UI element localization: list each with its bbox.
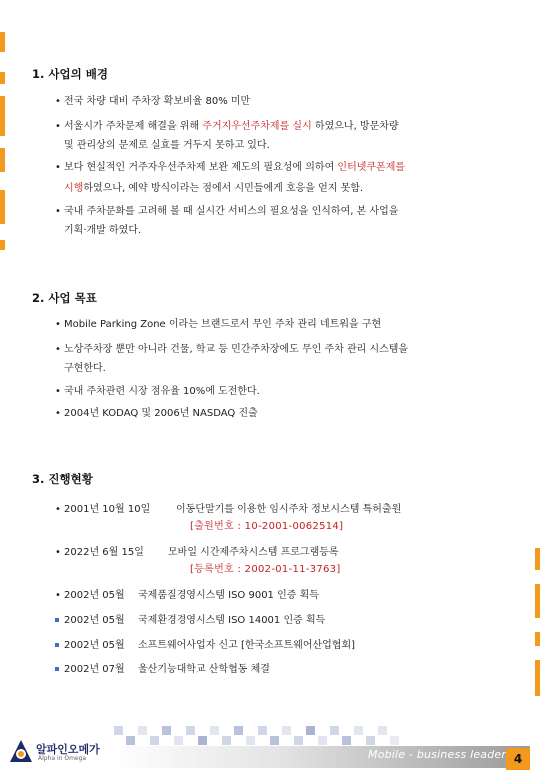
progress-date: 2002년 05월 (64, 640, 125, 651)
progress-desc: 소프트웨어사업자 신고 [한국소프트웨어산업협회] (138, 640, 356, 651)
item-text: 보다 현실적인 거주자우선주차제 보완 제도의 필요성에 의하여 (64, 162, 338, 173)
item-highlight: 시행 (64, 183, 84, 194)
list-item (64, 91, 504, 113)
list-item-continued (64, 178, 504, 200)
progress-date: 2001년 10월 10일 (64, 504, 151, 515)
right-edge-mark (535, 548, 540, 570)
list-item (64, 157, 504, 179)
progress-item (64, 585, 504, 607)
company-logo-icon (8, 738, 34, 764)
section-title-goal: 2. 사업 목표 (32, 291, 97, 305)
progress-desc: 국제환경경영시스템 ISO 14001 인증 획득 (138, 615, 326, 626)
left-edge-mark (0, 148, 5, 172)
registration-number: [등록번호 : 2002-01-11-3763] (190, 564, 341, 575)
list-item: • Mobile Parking Zone 이라는 브랜드로서 무인 주차 관리 네트워을 구현 (64, 314, 504, 336)
progress-date: 2002년 05월 (64, 615, 125, 626)
item-text: 전국 차량 대비 주차장 확보비율 80% 미만 (64, 96, 251, 107)
left-edge-mark (0, 240, 5, 250)
progress-desc: 이동단말기를 이용한 임시주차 정보시스템 특허출원 (176, 504, 402, 515)
right-edge-mark (535, 660, 540, 696)
registration-number: [출원번호 : 10-2001-0062514] (190, 521, 344, 532)
list-item-continued: 기획·개발 하였다. (64, 225, 142, 236)
list-item: • 국내 주차관련 시장 점유율 10%에 도전한다. (64, 381, 504, 403)
progress-desc: 울산기능대학교 산학협동 체결 (138, 664, 270, 675)
left-edge-mark (0, 96, 5, 136)
progress-date: 2002년 05월 (64, 590, 125, 601)
progress-date: 2022년 6월 15일 (64, 547, 144, 558)
list-item-continued: 및 관리상의 문제로 실효를 거두지 못하고 있다. (64, 140, 270, 151)
left-edge-mark (0, 32, 5, 52)
item-highlight: 인터넷쿠폰제를 (337, 162, 406, 173)
progress-item (64, 635, 504, 657)
page-footer (0, 724, 540, 780)
right-edge-mark (535, 584, 540, 618)
footer-square-pattern (110, 724, 410, 746)
item-text: 하였으나, 예약 방식이라는 점에서 시민들에게 호응을 얻지 못함. (83, 183, 364, 194)
section-title-progress: 3. 진행현황 (32, 472, 93, 486)
left-edge-mark (0, 72, 5, 84)
item-text: 국내 주차문화를 고려해 볼 때 실시간 서비스의 필요성을 인식하여, 본 사업을 (64, 206, 399, 217)
progress-desc: 모바일 시간제주차시스템 프로그램등록 (168, 547, 339, 558)
company-name: 알파인오메가 (36, 743, 100, 756)
progress-desc: 국제품질경영시스템 ISO 9001 인증 획득 (138, 590, 319, 601)
right-edge-mark (535, 632, 540, 646)
progress-date: 2002년 07월 (64, 664, 125, 675)
item-text: 하였으나, 방문차량 (311, 121, 399, 132)
list-item: • 2004년 KODAQ 및 2006년 NASDAQ 진출 (64, 403, 504, 425)
section-title-background: 1. 사업의 배경 (32, 67, 108, 81)
company-subtitle: Alpha in Omega (38, 755, 87, 762)
progress-item (64, 659, 504, 681)
left-edge-mark (0, 190, 5, 224)
footer-slogan: Mobile - business leader (368, 748, 507, 761)
page-number: 4 (506, 748, 530, 770)
item-highlight: 주거지우선주차제를 실시 (202, 121, 312, 132)
list-item-continued: 구현한다. (64, 363, 106, 374)
item-text: 서울시가 주차문제 해결을 위해 (64, 121, 203, 132)
list-item: • 노상주차장 뿐만 아니라 건물, 학교 등 민간주차장에도 무인 주차 관리 시스템을 (64, 339, 504, 361)
progress-item (64, 610, 504, 632)
